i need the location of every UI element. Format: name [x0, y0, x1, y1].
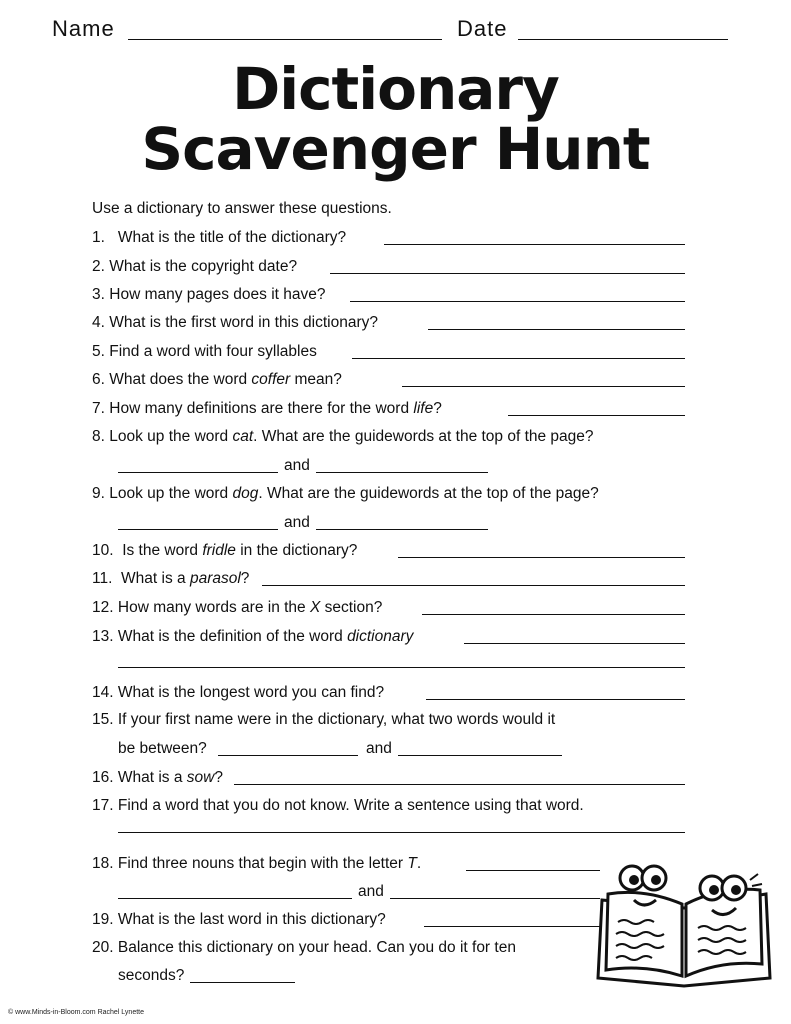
- question-text: ?: [240, 570, 250, 587]
- answer-line-9a[interactable]: [118, 529, 278, 530]
- question-text: in the dictionary?: [235, 542, 358, 559]
- question-number: 19.: [92, 911, 114, 928]
- answer-line-17[interactable]: [118, 832, 685, 833]
- question-text: What is the title of the dictionary?: [117, 229, 347, 246]
- question-text: What is a: [121, 570, 190, 587]
- question-20-continued: seconds?: [118, 967, 185, 984]
- question-12: [92, 599, 382, 617]
- question-text: Find a word with four syllables: [109, 343, 317, 360]
- question-text: Find three nouns that begin with the letter: [117, 855, 408, 872]
- question-text: What is a: [117, 769, 187, 786]
- question-number: 10.: [92, 542, 114, 559]
- answer-line-12[interactable]: [422, 614, 685, 615]
- answer-line-19[interactable]: [424, 926, 600, 927]
- answer-line-4[interactable]: [428, 329, 685, 330]
- question-number: 5.: [92, 343, 105, 360]
- question-keyword: cat: [232, 428, 254, 445]
- question-6: [92, 371, 342, 389]
- question-4: [92, 314, 378, 332]
- question-number: 18.: [92, 855, 114, 872]
- name-field[interactable]: [128, 39, 442, 40]
- question-5: [92, 343, 317, 361]
- question-text: Find a word that you do not know. Write a sentence using that word.: [117, 797, 584, 814]
- question-text: What is the copyright date?: [109, 258, 298, 275]
- question-text: How many pages does it have?: [109, 286, 326, 303]
- question-keyword: parasol: [189, 570, 241, 587]
- question-11: [92, 570, 249, 588]
- question-10: [92, 542, 357, 560]
- question-text: How many definitions are there for the word: [109, 400, 414, 417]
- question-17: [92, 797, 584, 815]
- question-15: [92, 711, 555, 729]
- question-20: [92, 939, 516, 957]
- question-text: Is the word: [122, 542, 203, 559]
- and-label: and: [284, 457, 310, 474]
- answer-line-20[interactable]: [190, 982, 295, 983]
- question-text: Look up the word: [109, 428, 233, 445]
- question-number: 14.: [92, 684, 114, 701]
- question-keyword: dog: [232, 485, 259, 502]
- and-label: and: [284, 514, 310, 531]
- question-text: What is the definition of the word: [117, 628, 348, 645]
- question-14: [92, 684, 384, 702]
- question-keyword: dictionary: [347, 628, 414, 645]
- question-keyword: coffer: [251, 371, 291, 388]
- question-number: 17.: [92, 797, 114, 814]
- smiling-book-icon: [594, 860, 774, 990]
- date-label: Date: [457, 16, 508, 41]
- answer-line-18b[interactable]: [118, 898, 352, 899]
- and-label: and: [366, 740, 392, 757]
- answer-line-18c[interactable]: [390, 898, 600, 899]
- question-15-continued: be between?: [118, 740, 207, 757]
- question-number: 3.: [92, 286, 105, 303]
- question-text: What is the first word in this dictionary?: [109, 314, 379, 331]
- answer-line-15b[interactable]: [398, 755, 562, 756]
- answer-line-1[interactable]: [384, 244, 685, 245]
- question-number: 6.: [92, 371, 105, 388]
- answer-line-18a[interactable]: [466, 870, 600, 871]
- question-text: How many words are in the: [117, 599, 310, 616]
- question-text: mean?: [290, 371, 342, 388]
- question-9: [92, 485, 599, 503]
- question-text: Look up the word: [109, 485, 233, 502]
- question-text: ?: [214, 769, 223, 786]
- question-number: 1.: [92, 229, 105, 246]
- question-number: 20.: [92, 939, 114, 956]
- question-text: . What are the guidewords at the top of the page?: [258, 485, 599, 502]
- question-number: 12.: [92, 599, 114, 616]
- page-title-line1: Dictionary: [232, 55, 559, 123]
- answer-line-11[interactable]: [262, 585, 685, 586]
- answer-line-7[interactable]: [508, 415, 685, 416]
- answer-line-9b[interactable]: [316, 529, 488, 530]
- date-field[interactable]: [518, 39, 728, 40]
- answer-line-13b[interactable]: [118, 667, 685, 668]
- question-number: 2.: [92, 258, 105, 275]
- answer-line-15a[interactable]: [218, 755, 358, 756]
- question-text: What is the last word in this dictionary?: [117, 911, 386, 928]
- name-label: Name: [52, 16, 115, 41]
- answer-line-3[interactable]: [350, 301, 685, 302]
- copyright-footer: © www.Minds-in-Bloom.com Rachel Lynette: [8, 1009, 145, 1016]
- question-keyword: fridle: [202, 542, 236, 559]
- question-number: 8.: [92, 428, 105, 445]
- question-keyword: T: [407, 855, 417, 872]
- question-text: .: [416, 855, 422, 872]
- question-13: [92, 628, 413, 646]
- question-number: 15.: [92, 711, 114, 728]
- question-7: [92, 400, 442, 418]
- instructions: Use a dictionary to answer these questions.: [92, 200, 392, 217]
- question-text: If your first name were in the dictionary, what two words would it: [117, 711, 556, 728]
- answer-line-6[interactable]: [402, 386, 685, 387]
- question-2: [92, 258, 297, 276]
- answer-line-10[interactable]: [398, 557, 685, 558]
- question-number: 13.: [92, 628, 114, 645]
- question-3: [92, 286, 326, 304]
- question-keyword: sow: [186, 769, 215, 786]
- and-label: and: [358, 883, 384, 900]
- answer-line-5[interactable]: [352, 358, 685, 359]
- question-number: 16.: [92, 769, 114, 786]
- answer-line-14[interactable]: [426, 699, 685, 700]
- question-text: Balance this dictionary on your head. Can you do it for ten: [117, 939, 516, 956]
- question-number: 7.: [92, 400, 105, 417]
- answer-line-13a[interactable]: [464, 643, 685, 644]
- question-text: . What are the guidewords at the top of the page?: [253, 428, 594, 445]
- answer-line-16[interactable]: [234, 784, 685, 785]
- question-number: 9.: [92, 485, 105, 502]
- page-title-line2: Scavenger Hunt: [141, 115, 650, 183]
- question-keyword: X: [309, 599, 321, 616]
- question-text: ?: [433, 400, 442, 417]
- question-18: [92, 855, 421, 873]
- question-8: [92, 428, 594, 446]
- question-text: What does the word: [109, 371, 252, 388]
- question-text: section?: [320, 599, 383, 616]
- answer-line-8b[interactable]: [316, 472, 488, 473]
- question-text: What is the longest word you can find?: [117, 684, 385, 701]
- question-number: 11.: [92, 570, 113, 587]
- question-1: [92, 229, 346, 247]
- question-16: [92, 769, 223, 787]
- question-number: 4.: [92, 314, 105, 331]
- question-19: [92, 911, 386, 929]
- answer-line-8a[interactable]: [118, 472, 278, 473]
- question-keyword: life: [413, 400, 434, 417]
- answer-line-2[interactable]: [330, 273, 685, 274]
